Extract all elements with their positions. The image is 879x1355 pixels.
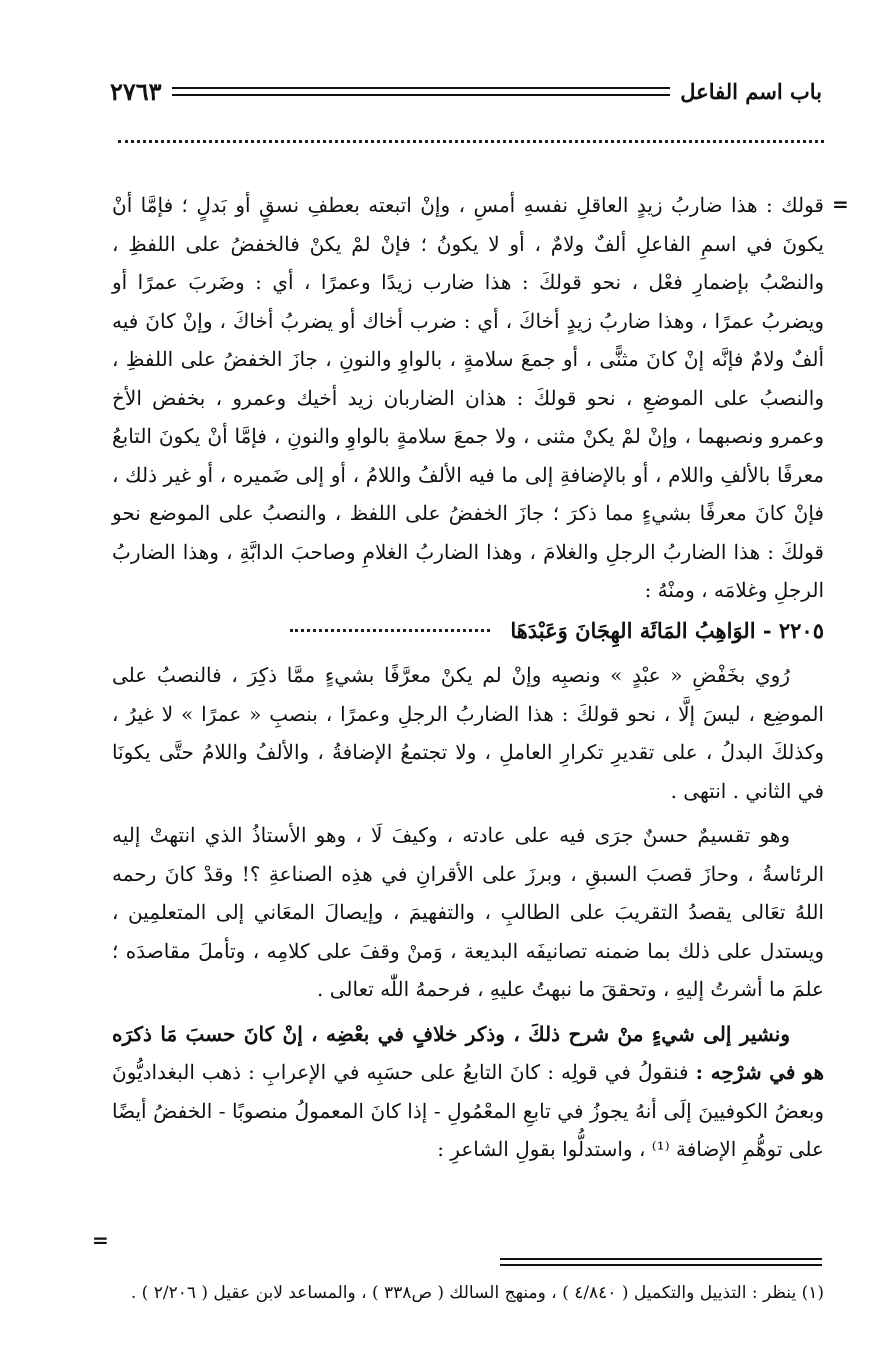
paragraph-3: وهو تقسيمٌ حسنٌ جرَى فيه على عادته ، وكيفَ لَا ، وهو الأستاذُ الذي انتهتْ إليه الرئاسةُ ، وحازَ قصبَ السبقِ ، وبرزَ على الأقرانِ في هذِه الصناعةِ ؟! وقدْ كانَ رحمه اللهُ تعَالى يقصدُ التقريبَ على الطالبِ ، والتفهيمَ ، وإيصالَ المعَاني إلى المتعلمِين ، ويستدل على ذلك بما ضمنه تصانيفَه البديعة ، وَمنْ وقفَ على كلامِه ، وتأملَ مقاصدَه ؛ علمَ ما أشرتُ إليهِ ، وتحققَ ما نبهتُ عليهِ ، فرحمهُ اللّٰه تعالى . xyxy=(112,823,825,1001)
footnote: (١) ينظر : التذييل والتكميل ( ٤/٨٤٠ ) ، ومنهج السالك ( ص٣٣٨ ) ، والمساعد لابن عقيل ( ٢/٢٠٦ ) . xyxy=(130,1283,824,1303)
continuation-mark-top: = xyxy=(832,192,849,216)
header-double-rule xyxy=(172,87,671,96)
main-text xyxy=(112,186,824,1169)
chapter-title: باب اسم الفاعل xyxy=(680,78,822,104)
page-number: ٢٧٦٣ xyxy=(110,76,162,106)
paragraph-4 xyxy=(112,1015,824,1169)
top-dotted-separator xyxy=(118,140,824,143)
paragraph-4-rest: فنقولُ في قولِه : كانَ التابعُ على حسَبِه في الإعرابِ : ذهب البغداديُّونَ وبعضُ الكوفيينَ إلَى أنهُ يجوزُ في تابعِ المعْمُولِ - إذا كانَ المعمولُ منصوبًا - الخفضُ أيضًا على توهُّمِ الإضافة ⁽¹⁾ ، واستدلُّوا بقولِ الشاعرِ : xyxy=(112,1060,824,1161)
paragraph-2: رُوي بخَفْضِ « عبْدٍ » ونصبِه وإنْ لم يكنْ معرَّفًا بشيءٍ ممَّا ذكِرَ ، فالنصبُ على الموضِع ، ليسَ إلَّا ، نحو قولكَ : هذا الضاربُ الرجلِ وعمرًا ، بنصبِ « عمرًا » لا غيرُ ، وكذلكَ البدلُ ، على تقديرِ تكرارِ العاملِ ، ولا تجتمعُ الإضافةُ ، والألفُ واللامُ حتَّى يكونَا في الثاني . انتهى . xyxy=(112,663,824,803)
verse-citation xyxy=(112,612,824,651)
paragraph-4-bold: ونشير إلى شيءٍ منْ شرح ذلكَ ، وذكر خلافٍ في بعْضِه ، إنْ كانَ حسبَ مَا ذكرَه هو في شرْحِه : xyxy=(112,1021,824,1084)
continuation-mark-bottom: = xyxy=(92,1228,109,1252)
running-header xyxy=(110,74,822,108)
paragraph-1: قولك : هذا ضاربُ زيدٍ العاقلِ نفسهِ أمسِ ، وإنْ اتبعته بعطفِ نسقٍ أو بَدلٍ ؛ فإمَّا أنْ يكونَ في اسمِ الفاعلِ ألفٌ ولامٌ ، أو لا يكونُ ؛ فإنْ لمْ يكنْ فالخفضُ على اللفظِ ، والنصْبُ بإضمارِ فعْل ، نحو قولكَ : هذا ضارب زيدًا وعمرًا ، أي : وضَربَ عمرًا أو ويضربُ عمرًا ، وهذا ضاربُ زيدٍ أخاكَ ، أي : ضرب أخاك أو يضربُ أخاكَ ، وإنْ كانَ فيه ألفٌ ولامٌ فإنَّه إنْ كانَ مثنًّى ، أو جمعَ سلامةٍ ، بالواوِ والنونِ ، جازَ الخفضُ على اللفظِ ، والنصبُ على الموضعِ ، نحو قولكَ : هذان الضاربان زيد أخيك وعمرو ، بخفض الأخ وعمرو ونصبهما ، وإنْ لمْ يكنْ مثنى ، ولا جمعَ سلامةٍ بالواوِ والنونِ ، فإمَّا أنْ يكونَ التابعُ معرفًا بالألفِ واللام ، أو بالإضافةِ إلى ما فيه الألفُ واللامُ ، أو إلى ضَميره ، أو غير ذلك ، فإنْ كانَ معرفًا بشيءٍ مما ذكرَ ؛ جازَ الخفضُ على اللفظ ، والنصبُ على الموضع نحو قولكَ : هذا الضاربُ الرجلِ والغلامَ ، وهذا الضاربُ الغلامِ وصاحبَ الدابَّةِ ، وهذا الضاربُ الرجلِ وغلامَه ، ومنْهُ : xyxy=(112,193,824,602)
verse-dotted-fill xyxy=(290,629,490,632)
verse-text: ٢٢٠٥ - الوَاهِبُ المَائَة الهِجَانَ وَعَبْدَهَا xyxy=(510,617,824,643)
footnote-separator xyxy=(500,1258,822,1266)
